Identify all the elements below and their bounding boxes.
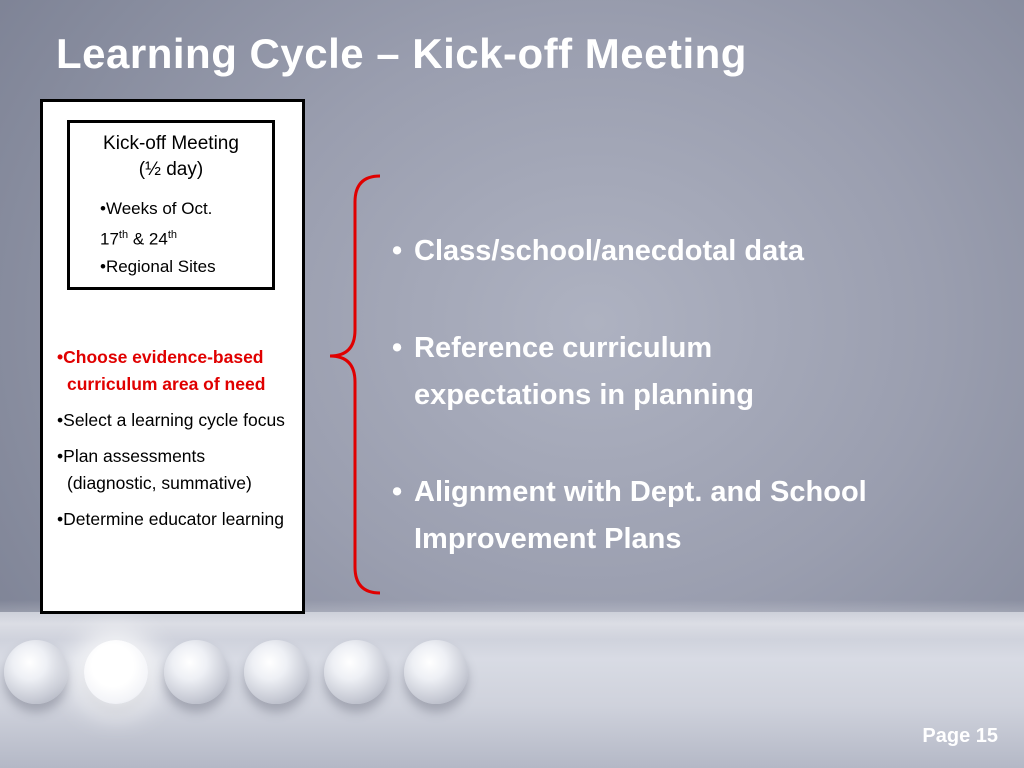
weeks-date-b-suffix: th xyxy=(167,229,177,241)
key-point-text: Reference curriculum expectations in planning xyxy=(414,332,754,411)
planning-steps-list xyxy=(57,344,297,542)
slide-title: Learning Cycle – Kick-off Meeting xyxy=(56,30,747,77)
sphere-decoration xyxy=(244,640,308,704)
weeks-date-b: & 24 xyxy=(128,229,168,249)
glowing-sphere-decoration xyxy=(84,640,148,704)
step-text: Select a learning cycle focus xyxy=(63,410,285,430)
bullet-glyph: • xyxy=(392,476,403,508)
kickoff-panel xyxy=(40,99,305,614)
meeting-info-box xyxy=(67,120,275,290)
weeks-date-a-suffix: th xyxy=(118,229,129,241)
step-item xyxy=(57,407,297,434)
sites-text: Regional Sites xyxy=(105,256,216,276)
key-point xyxy=(392,469,1012,563)
sphere-decoration xyxy=(324,640,388,704)
curly-brace-icon xyxy=(325,172,385,597)
step-text: Choose evidence-based curriculum area of need xyxy=(63,347,266,394)
meeting-weeks xyxy=(100,195,272,253)
key-points-list xyxy=(392,228,1012,613)
meeting-duration: (½ day) xyxy=(138,159,204,180)
step-item xyxy=(57,506,297,533)
bullet-glyph: • xyxy=(57,410,64,430)
weeks-date-a: 17 xyxy=(100,229,119,249)
step-item xyxy=(57,443,297,497)
step-item-highlighted xyxy=(57,344,297,398)
step-text: Plan assessments (diagnostic, summative) xyxy=(63,446,252,493)
bullet-glyph: • xyxy=(392,332,403,364)
step-text: Determine educator learning xyxy=(63,509,284,529)
meeting-sites xyxy=(100,253,272,280)
key-point xyxy=(392,325,1012,419)
key-point-text: Alignment with Dept. and School Improvement Plans xyxy=(414,476,867,555)
bullet-glyph: • xyxy=(57,446,64,466)
bullet-glyph: • xyxy=(392,235,403,267)
bullet-glyph: • xyxy=(100,256,106,276)
bullet-glyph: • xyxy=(100,199,106,218)
key-point xyxy=(392,228,1012,275)
meeting-details xyxy=(100,195,272,280)
meeting-title: Kick-off Meeting xyxy=(103,133,239,154)
key-point-text: Class/school/anecdotal data xyxy=(414,235,805,267)
page-number: Page 15 xyxy=(922,725,998,747)
weeks-text: Weeks of Oct. xyxy=(105,199,213,218)
bullet-glyph: • xyxy=(57,347,64,367)
sphere-decoration xyxy=(4,640,68,704)
sphere-decoration xyxy=(404,640,468,704)
sphere-decoration xyxy=(164,640,228,704)
bullet-glyph: • xyxy=(57,509,64,529)
